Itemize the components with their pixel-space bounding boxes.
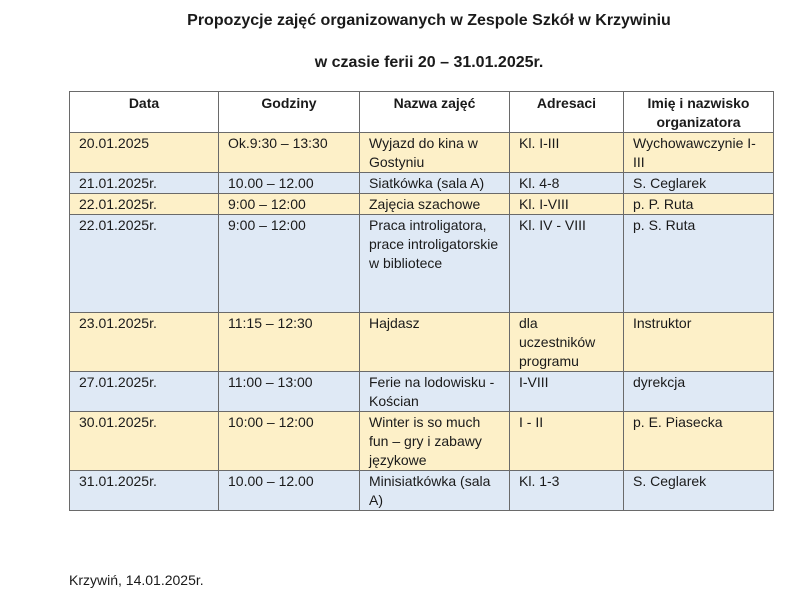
cell-date: 20.01.2025: [70, 133, 219, 173]
cell-hours: 10:00 – 12:00: [219, 412, 360, 471]
cell-organizer: S. Ceglarek: [624, 471, 774, 511]
cell-audience: Kl. 1-3: [510, 471, 624, 511]
cell-organizer: p. E. Piasecka: [624, 412, 774, 471]
table-row: [70, 372, 774, 412]
cell-hours: 9:00 – 12:00: [219, 215, 360, 313]
cell-hours: Ok.9:30 – 13:30: [219, 133, 360, 173]
table-row: [70, 471, 774, 511]
cell-activity: Winter is so much fun – gry i zabawy językowe: [360, 412, 510, 471]
cell-activity: Hajdasz: [360, 313, 510, 372]
cell-audience: dla uczestników programu: [510, 313, 624, 372]
page-subtitle: w czasie ferii 20 – 31.01.2025r.: [314, 54, 544, 71]
cell-audience: Kl. 4-8: [510, 173, 624, 194]
column-header-hours: Godziny: [219, 92, 360, 133]
table-header-row: [70, 92, 774, 133]
cell-activity: Wyjazd do kina w Gostyniu: [360, 133, 510, 173]
cell-date: 30.01.2025r.: [70, 412, 219, 471]
cell-activity: Zajęcia szachowe: [360, 194, 510, 215]
cell-organizer: p. S. Ruta: [624, 215, 774, 313]
cell-hours: 10.00 – 12.00: [219, 471, 360, 511]
cell-hours: 9:00 – 12:00: [219, 194, 360, 215]
schedule-body: [70, 133, 774, 511]
cell-activity: Siatkówka (sala A): [360, 173, 510, 194]
cell-date: 22.01.2025r.: [70, 215, 219, 313]
table-row: [70, 215, 774, 313]
cell-date: 21.01.2025r.: [70, 173, 219, 194]
cell-activity: Praca introligatora, prace introligatorskie w bibliotece: [360, 215, 510, 313]
cell-audience: Kl. I-VIII: [510, 194, 624, 215]
column-header-activity: Nazwa zajęć: [360, 92, 510, 133]
column-header-audience: Adresaci: [510, 92, 624, 133]
cell-audience: I-VIII: [510, 372, 624, 412]
table-row: [70, 173, 774, 194]
cell-hours: 10.00 – 12.00: [219, 173, 360, 194]
cell-audience: Kl. IV - VIII: [510, 215, 624, 313]
table-row: [70, 412, 774, 471]
cell-activity: Minisiatkówka (sala A): [360, 471, 510, 511]
cell-date: 22.01.2025r.: [70, 194, 219, 215]
cell-activity: Ferie na lodowisku - Kościan: [360, 372, 510, 412]
column-header-organizer: Imię i nazwisko organizatora: [624, 92, 774, 133]
cell-organizer: p. P. Ruta: [624, 194, 774, 215]
table-row: [70, 194, 774, 215]
schedule-table: [69, 91, 774, 511]
cell-hours: 11:15 – 12:30: [219, 313, 360, 372]
cell-date: 23.01.2025r.: [70, 313, 219, 372]
cell-audience: Kl. I-III: [510, 133, 624, 173]
footer-place-date: Krzywiń, 14.01.2025r.: [69, 572, 204, 588]
column-header-date: Data: [70, 92, 219, 133]
cell-date: 27.01.2025r.: [70, 372, 219, 412]
table-row: [70, 313, 774, 372]
cell-organizer: S. Ceglarek: [624, 173, 774, 194]
cell-audience: I - II: [510, 412, 624, 471]
cell-hours: 11:00 – 13:00: [219, 372, 360, 412]
table-row: [70, 133, 774, 173]
cell-organizer: Wychowawczynie I-III: [624, 133, 774, 173]
cell-date: 31.01.2025r.: [70, 471, 219, 511]
cell-organizer: dyrekcja: [624, 372, 774, 412]
cell-organizer: Instruktor: [624, 313, 774, 372]
page-title: Propozycje zajęć organizowanych w Zespole Szkół w Krzywiniu: [187, 12, 671, 29]
